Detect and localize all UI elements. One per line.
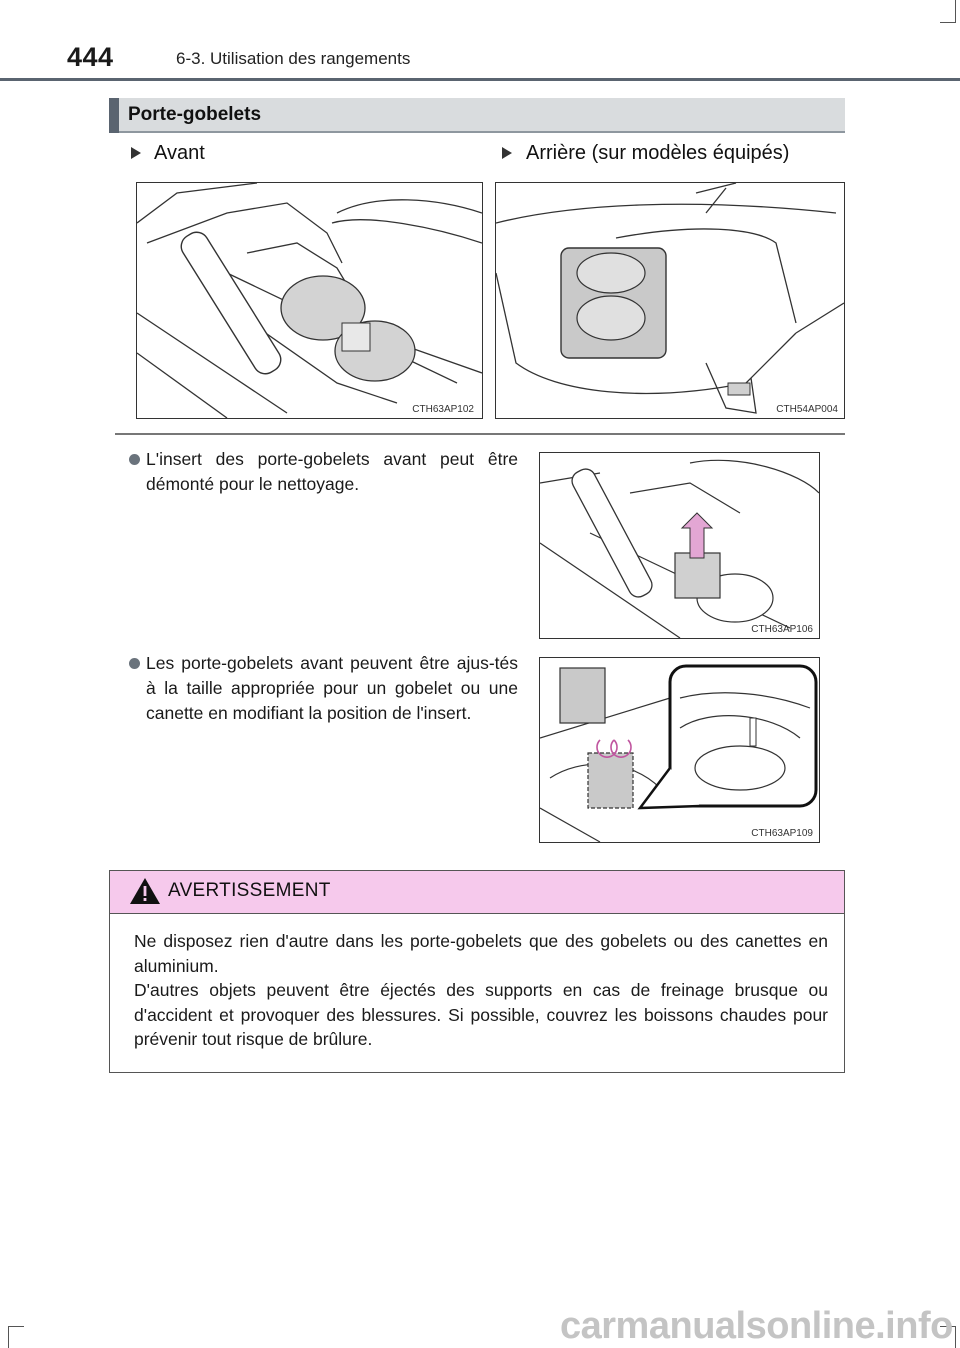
rear-cupholder-drawing [496,183,844,418]
front-cupholder-drawing [137,183,482,418]
warning-text [134,929,828,1052]
front-label: Avant [154,142,205,164]
crop-mark [8,1326,24,1327]
bullet-dot-icon [129,658,140,669]
bullet-text-insert-removal: L'insert des porte-gobelets avant peut être démonté pour le nettoyage. [146,449,518,494]
up-arrow-icon [682,513,712,558]
warning-paragraph-2: D'autres objets peuvent être éjectés des supports en cas de freinage brusque ou d'accident et provoquer des blessures. Si possible, couvrez les boissons chaudes pour prévenir tout risque de brûlure. [134,980,828,1049]
figure-code: CTH63AP109 [751,828,813,839]
figure-code: CTH63AP106 [751,624,813,635]
page-number: 444 [67,42,114,72]
watermark: carmanualsonline.info [560,1305,953,1347]
rear-label: Arrière (sur modèles équipés) [526,142,790,164]
header-rule [0,78,960,81]
crop-mark [940,22,956,23]
crop-mark [955,1326,956,1348]
warning-triangle-icon [129,877,161,905]
section-divider [115,433,845,435]
insert-removal-illustration [539,452,820,639]
warning-paragraph-1: Ne disposez rien d'autre dans les porte-gobelets que des gobelets ou des canettes en aluminium. [134,931,828,976]
figure-code: CTH54AP004 [776,404,838,415]
bullet-dot-icon [129,454,140,465]
rear-cupholder-illustration [495,182,845,419]
bullet-text-insert-adjust: Les porte-gobelets avant peuvent être ajus-tés à la taille appropriée pour un gobelet ou une canette en modifiant la position de l'insert. [146,653,518,723]
insert-adjust-illustration [539,657,820,843]
triangle-bullet-icon [131,147,141,159]
front-cupholder-illustration [136,182,483,419]
triangle-bullet-icon [502,147,512,159]
crop-mark [8,1326,9,1348]
chapter-title: 6-3. Utilisation des rangements [176,49,411,68]
insert-removal-drawing [540,453,819,638]
crop-mark [955,0,956,22]
section-title: Porte-gobelets [128,104,262,125]
section-bar-accent [109,98,119,133]
insert-adjust-drawing [540,658,819,842]
warning-title: AVERTISSEMENT [168,880,331,901]
figure-code: CTH63AP102 [412,404,474,415]
